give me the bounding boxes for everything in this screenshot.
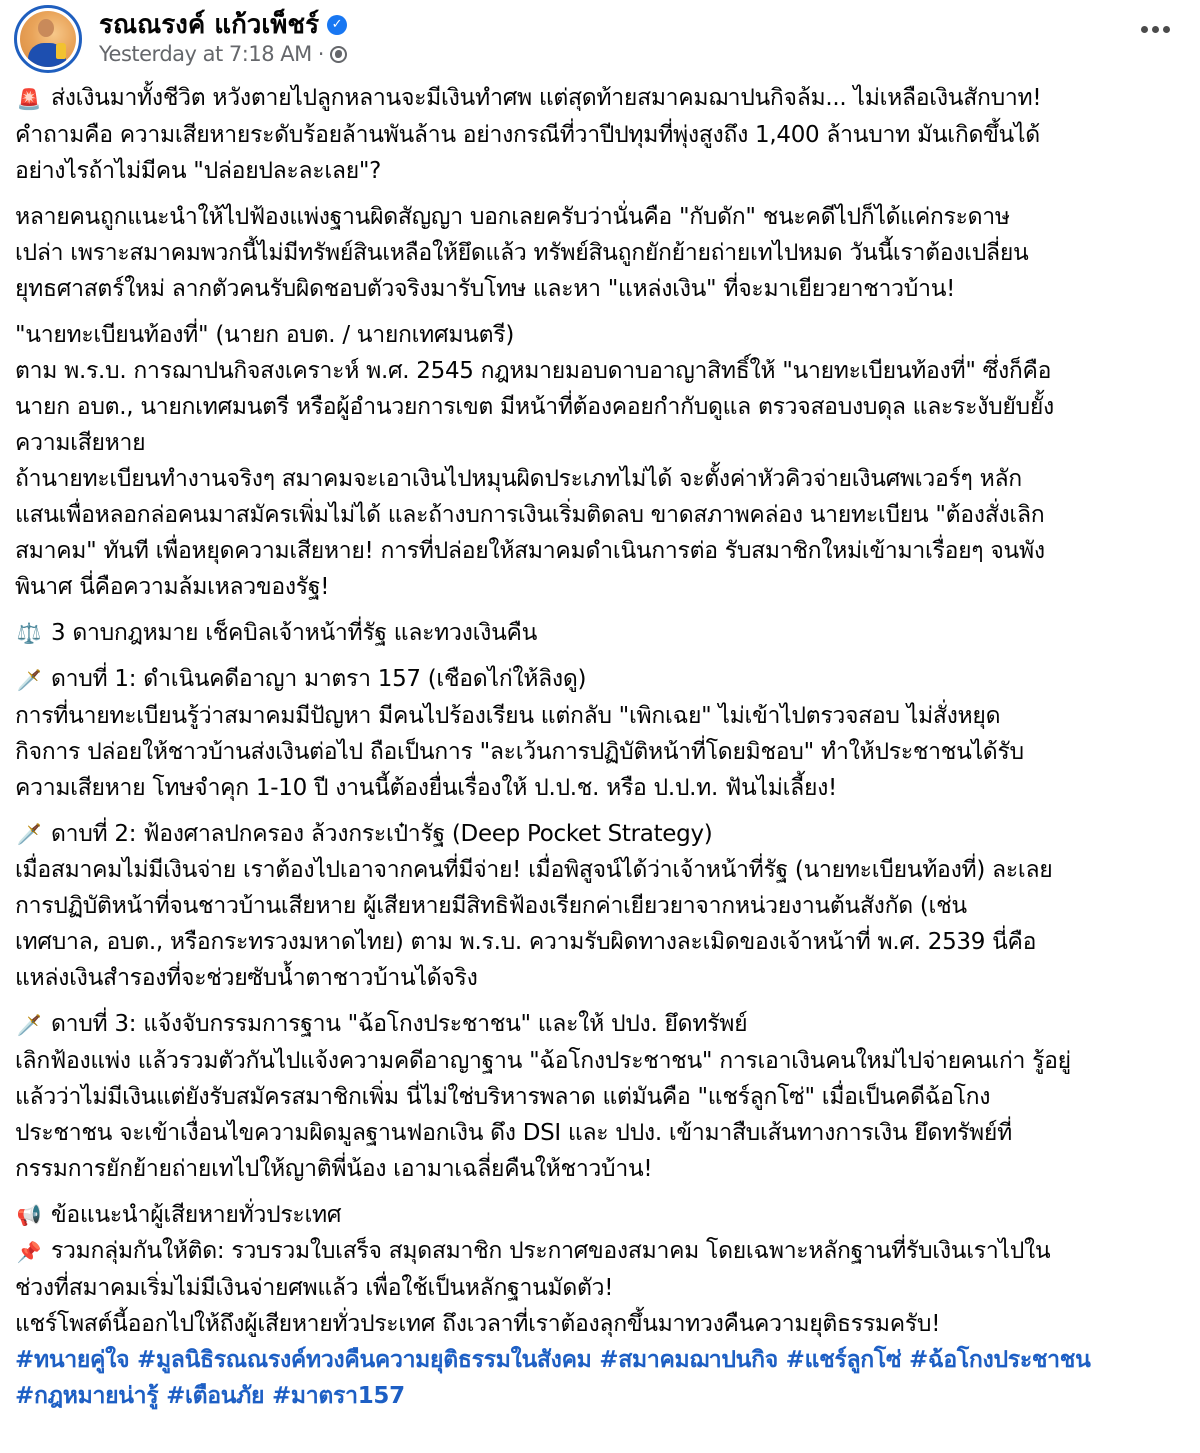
text-line: พินาศ นี่คือความล้มเหลวของรัฐ! — [15, 573, 330, 600]
hashtag-link[interactable]: #กฎหมายน่ารู้ — [15, 1382, 159, 1409]
text-line: หลายคนถูกแนะนำให้ไปฟ้องแพ่งฐานผิดสัญญา บอกเลยครับว่านั่นคือ "กับดัก" ชนะคดีไปก็ได้แค่กระดาษ — [15, 203, 1010, 230]
megaphone-icon: 📢 — [16, 1203, 42, 1227]
sword-title-line — [15, 1006, 1186, 1043]
more-options-button[interactable] — [1141, 26, 1170, 33]
paragraph-intro — [15, 80, 1186, 189]
pushpin-icon: 📌 — [16, 1239, 42, 1264]
advice-title: ข้อแนะนำผู้เสียหายทั่วประเทศ — [51, 1201, 342, 1228]
text-line: นายก อบต., นายกเทศมนตรี หรือผู้อำนวยการเขต มีหน้าที่ต้องคอยกำกับดูแล ตรวจสอบงบดุล และระงับยับยั้ง — [15, 393, 1054, 420]
dot-icon — [1163, 26, 1170, 33]
text-line: ประชาชน จะเข้าเงื่อนไขความผิดมูลฐานฟอกเงิน ดึง DSI และ ปปง. เข้ามาสืบเส้นทางการเงิน ยึดทรัพย์ที่ — [15, 1119, 1012, 1146]
text-line: อย่างไรถ้าไม่มีคน "ปล่อยปละละเลย"? — [15, 157, 382, 184]
text-line — [15, 80, 1186, 117]
text-line: กรรมการยักย้ายถ่ายเทไปให้ญาติพี่น้อง เอามาเฉลี่ยคืนให้ชาวบ้าน! — [15, 1155, 653, 1182]
text-line: ถ้านายทะเบียนทำงานจริงๆ สมาคมจะเอาเงินไปหมุนผิดประเภทไม่ได้ จะตั้งค่าหัวคิวจ่ายเงินศพเวอร์ๆ หลัก — [15, 465, 1022, 492]
hashtag-line — [15, 1342, 1186, 1414]
hashtag-link[interactable]: #ฉ้อโกงประชาชน — [909, 1346, 1091, 1373]
hashtag-link[interactable]: #ทนายคู่ใจ — [15, 1346, 130, 1373]
dot-icon — [1152, 26, 1159, 33]
sword-title-line — [15, 816, 1186, 853]
text: ส่งเงินมาทั้งชีวิต หวังตายไปลูกหลานจะมีเงินทำศพ แต่สุดท้ายสมาคมฌาปนกิจล้ม... ไม่เหลือเงินสักบาท! — [51, 85, 1042, 111]
hashtag-link[interactable]: #แชร์ลูกโซ่ — [785, 1346, 902, 1373]
text-line: เทศบาล, อบต., หรือกระทรวงมหาดไทย) ตาม พ.ร.บ. ความรับผิดทางละเมิดของเจ้าหน้าที่ พ.ศ. 2539 นี่คือ — [15, 929, 1037, 955]
post-meta — [99, 42, 347, 66]
text-line — [15, 1233, 1186, 1270]
text-line: เลิกฟ้องแพ่ง แล้วรวมตัวกันไปแจ้งความคดีอาญาฐาน "ฉ้อโกงประชาชน" การเอาเงินคนใหม่ไปจ่ายคนเก่า รู้อยู่ — [15, 1047, 1071, 1074]
text-line — [15, 615, 1186, 652]
text-line: แสนเพื่อหลอกล่อคนมาสมัครเพิ่มไม่ได้ และถ้างบการเงินเริ่มติดลบ ขาดสภาพคล่อง นายทะเบียน "ต้องสั่งเลิก — [15, 501, 1045, 528]
sword-title: ดาบที่ 2: ฟ้องศาลปกครอง ล้วงกระเป๋ารัฐ (Deep Pocket Strategy) — [51, 820, 713, 847]
sword-3 — [15, 1006, 1186, 1187]
text-line: แล้วว่าไม่มีเงินแต่ยังรับสมัครสมาชิกเพิ่ม นี่ไม่ใช่บริหารพลาด แต่มันคือ "แชร์ลูกโซ่" เมื่อเป็นคดีฉ้อโกง — [15, 1083, 991, 1110]
sword-title: ดาบที่ 3: แจ้งจับกรรมการฐาน "ฉ้อโกงประชาชน" และให้ ปปง. ยึดทรัพย์ — [51, 1011, 748, 1037]
text-line: ความเสียหาย โทษจำคุก 1-10 ปี งานนี้ต้องยื่นเรื่องให้ ป.ป.ช. หรือ ป.ป.ท. ฟันไม่เลี้ยง! — [15, 774, 837, 801]
text-line: ตาม พ.ร.บ. การฌาปนกิจสงเคราะห์ พ.ศ. 2545 กฎหมายมอบดาบอาญาสิทธิ์ให้ "นายทะเบียนท้องที่" ซึ่งก็คือ — [15, 357, 1052, 384]
author-name[interactable]: รณณรงค์ แก้วเพ็ชร์ — [99, 10, 320, 40]
text-line: เปล่า เพราะสมาคมพวกนี้ไม่มีทรัพย์สินเหลือให้ยึดแล้ว ทรัพย์สินถูกยักย้ายถ่ายเทไปหมด วันนี้เราต้องเปลี่ยน — [15, 239, 1029, 266]
paragraph-registrar — [15, 317, 1186, 605]
post-header — [0, 0, 1200, 80]
sword-2 — [15, 816, 1186, 997]
text-line: ยุทธศาสตร์ใหม่ ลากตัวคนรับผิดชอบตัวจริงมารับโทษ และหา "แหล่งเงิน" ที่จะมาเยียวยาชาวบ้าน! — [15, 275, 956, 302]
avatar-head-shape — [38, 19, 54, 37]
section-title: 3 ดาบกฎหมาย เช็คบิลเจ้าหน้าที่รัฐ และทวงเงินคืน — [51, 619, 538, 646]
text-line: แหล่งเงินสำรองที่จะช่วยซับน้ำตาชาวบ้านได้จริง — [15, 965, 478, 991]
text-line: คำถามคือ ความเสียหายระดับร้อยล้านพันล้าน อย่างกรณีที่วาปีปทุมที่พุ่งสูงถึง 1,400 ล้านบาท มันเกิดขึ้นได้ — [15, 121, 1040, 148]
meta-separator: · — [317, 42, 324, 66]
trophy-icon — [56, 43, 66, 59]
dagger-icon: 🗡️ — [16, 667, 42, 692]
post-timestamp[interactable]: Yesterday at 7:18 AM — [99, 42, 312, 66]
advice-section — [15, 1197, 1186, 1342]
verified-badge-icon: ✓ — [327, 15, 347, 35]
dagger-icon: 🗡️ — [16, 822, 42, 846]
globe-icon[interactable] — [330, 46, 347, 63]
profile-photo — [20, 11, 76, 67]
scales-icon: ⚖️ — [16, 621, 42, 645]
dagger-icon: 🗡️ — [16, 1012, 42, 1037]
advice-title-line — [15, 1197, 1186, 1234]
text-line: ความเสียหาย — [15, 429, 146, 456]
author-name-row — [99, 4, 347, 45]
text-line: แชร์โพสต์นี้ออกไปให้ถึงผู้เสียหายทั่วประเทศ ถึงเวลาที่เราต้องลุกขึ้นมาทวงคืนความยุติธรรมครับ! — [15, 1310, 941, 1337]
hashtag-link[interactable]: #มูลนิธิรณณรงค์ทวงคืนความยุติธรรมในสังคม — [136, 1346, 592, 1373]
section-title-three-swords — [15, 615, 1186, 652]
text: รวมกลุ่มกันให้ติด: รวบรวมใบเสร็จ สมุดสมาชิก ประกาศของสมาคม โดยเฉพาะหลักฐานที่รับเงินเราไปใน — [51, 1238, 1051, 1264]
hashtag-list — [15, 1342, 1186, 1414]
sword-1 — [15, 661, 1186, 806]
text-line: เมื่อสมาคมไม่มีเงินจ่าย เราต้องไปเอาจากคนที่มีจ่าย! เมื่อพิสูจน์ได้ว่าเจ้าหน้าที่รัฐ (นายทะเบียนท้องที่) ละเลย — [15, 857, 1053, 883]
hashtag-link[interactable]: #สมาคมฌาปนกิจ — [599, 1346, 778, 1373]
paragraph-trap — [15, 199, 1186, 307]
hashtag-link[interactable]: #เตือนภัย — [166, 1382, 265, 1409]
author-avatar[interactable] — [14, 5, 82, 73]
siren-icon: 🚨 — [16, 86, 42, 111]
text-line: กิจการ ปล่อยให้ชาวบ้านส่งเงินต่อไป ถือเป็นการ "ละเว้นการปฏิบัติหน้าที่โดยมิชอบ" ทำให้ประชาชนได้รับ — [15, 738, 1024, 765]
text-line: สมาคม" ทันที เพื่อหยุดความเสียหาย! การที่ปล่อยให้สมาคมดำเนินการต่อ รับสมาชิกใหม่เข้ามาเรื่อยๆ จนพัง — [15, 537, 1045, 564]
text-line: "นายทะเบียนท้องที่" (นายก อบต. / นายกเทศมนตรี) — [15, 321, 514, 348]
hashtag-link[interactable]: #มาตรา157 — [271, 1382, 405, 1409]
sword-title: ดาบที่ 1: ดำเนินคดีอาญา มาตรา 157 (เชือดไก่ให้ลิงดู) — [51, 666, 587, 692]
sword-title-line — [15, 661, 1186, 698]
post-body — [0, 80, 1200, 1414]
dot-icon — [1141, 26, 1148, 33]
text-line: การปฏิบัติหน้าที่จนชาวบ้านเสียหาย ผู้เสียหายมีสิทธิฟ้องเรียกค่าเยียวยาจากหน่วยงานต้นสังกัด (เช่น — [15, 893, 967, 919]
text-line: ช่วงที่สมาคมเริ่มไม่มีเงินจ่ายศพแล้ว เพื่อใช้เป็นหลักฐานมัดตัว! — [15, 1274, 614, 1301]
text-line: การที่นายทะเบียนรู้ว่าสมาคมมีปัญหา มีคนไปร้องเรียน แต่กลับ "เพิกเฉย" ไม่เข้าไปตรวจสอบ ไม่สั่งหยุด — [15, 702, 1001, 729]
